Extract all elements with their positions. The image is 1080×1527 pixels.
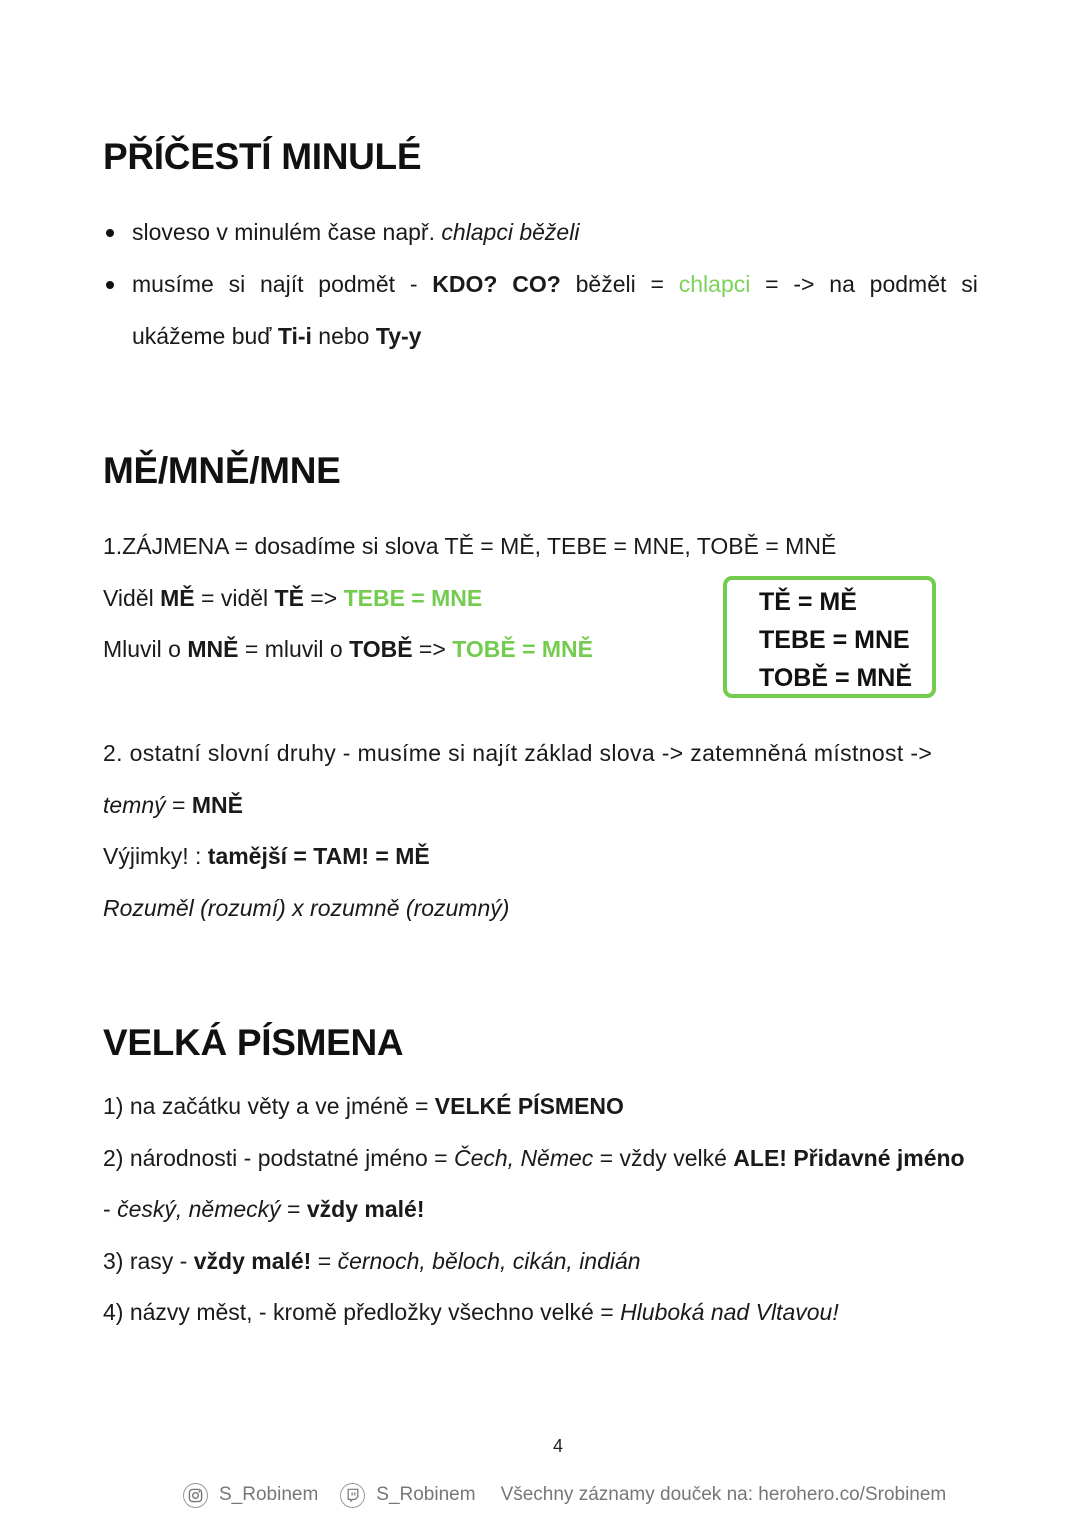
rule-item: 4) názvy měst, - kromě předložky všechno velké = Hluboká nad Vltavou!: [103, 1299, 839, 1325]
instagram-icon[interactable]: [183, 1483, 208, 1508]
twitch-handle[interactable]: S_Robinem: [376, 1484, 476, 1505]
section-title-capitals: VELKÁ PÍSMENA: [103, 1022, 404, 1063]
example-line: Mluvil o MNĚ = mluvil o TOBĚ => TOBĚ = MNĚ: [103, 636, 593, 662]
example-line: Viděl MĚ = viděl TĚ => TEBE = MNE: [103, 585, 483, 611]
footer: [183, 1481, 946, 1509]
rule-item: 3) rasy - vždy malé! = černoch, běloch, cikán, indián: [103, 1248, 641, 1274]
document-page: PŘÍČESTÍ MINULÉ sloveso v minulém čase např. chlapci běželi musíme si najít podmět - KDO? CO? běželi = chlapci = -> na podmět si ukážeme buď Ti-i nebo Ty-y MĚ/MNĚ/MNE 1.ZÁJMENA = dosadíme si slova TĚ = MĚ, TEBE = MNE, TOBĚ = MNĚ Viděl MĚ = viděl TĚ => TEBE = MNE Mluvil o MNĚ = mluvil o TOBĚ => TOBĚ = MNĚ TĚ = MĚ TEBE = MNE TOBĚ = MNĚ 2. ostatní slovní druhy - musíme si najít základ slova -> zatemněná místnost -> temný = MNĚ Výjimky! : tamější = TAM! = MĚ Rozuměl (rozumí) x rozumně (rozumný) VELKÁ PÍSMENA 1) na začátku věty a ve jméně = VELKÉ PÍSMENO 2) národnosti - podstatné jméno = Čech, Němec = vždy velké ALE! Přidavné jméno - český, německý = vždy malé! 3) rasy - vždy malé! = černoch, běloch, cikán, indián 4) názvy měst, - kromě předložky všechno velké = Hluboká nad Vltavou! 4 S_Robinem S_Robinem Všechny záznamy douček na: herohero.co/Srobinem: [0, 0, 1080, 1527]
footer-note: Všechny záznamy douček na: herohero.co/Srobinem: [500, 1484, 947, 1505]
bullet-icon: [106, 229, 114, 237]
section-title-participle: PŘÍČESTÍ MINULÉ: [103, 136, 422, 177]
rule-item: 1) na začátku věty a ve jméně = VELKÉ PÍSMENO: [103, 1093, 624, 1119]
summary-line: TOBĚ = MNĚ: [759, 664, 913, 692]
section-title-me-mne: MĚ/MNĚ/MNE: [103, 450, 341, 491]
example-line: temný = MNĚ: [103, 792, 243, 818]
summary-line: TEBE = MNE: [759, 626, 910, 654]
rule-line: 2. ostatní slovní druhy - musíme si najít základ slova -> zatemněná místnost ->: [103, 740, 933, 766]
twitch-icon[interactable]: [340, 1483, 365, 1508]
bullet-icon: [106, 281, 114, 289]
rule-line: 1.ZÁJMENA = dosadíme si slova TĚ = MĚ, TEBE = MNE, TOBĚ = MNĚ: [103, 533, 837, 559]
rule-item: 2) národnosti - podstatné jméno = Čech, Němec = vždy velké ALE! Přidavné jméno: [103, 1145, 965, 1171]
instagram-handle[interactable]: S_Robinem: [219, 1484, 319, 1505]
rule-item-continuation: - český, německý = vždy malé!: [103, 1196, 425, 1222]
summary-line: TĚ = MĚ: [759, 588, 857, 616]
page-number: 4: [552, 1436, 563, 1456]
exception-line: Výjimky! : tamější = TAM! = MĚ: [103, 843, 430, 869]
example-line: Rozuměl (rozumí) x rozumně (rozumný): [103, 895, 510, 921]
highlight-subject: chlapci: [678, 271, 751, 297]
summary-box: [723, 576, 936, 698]
